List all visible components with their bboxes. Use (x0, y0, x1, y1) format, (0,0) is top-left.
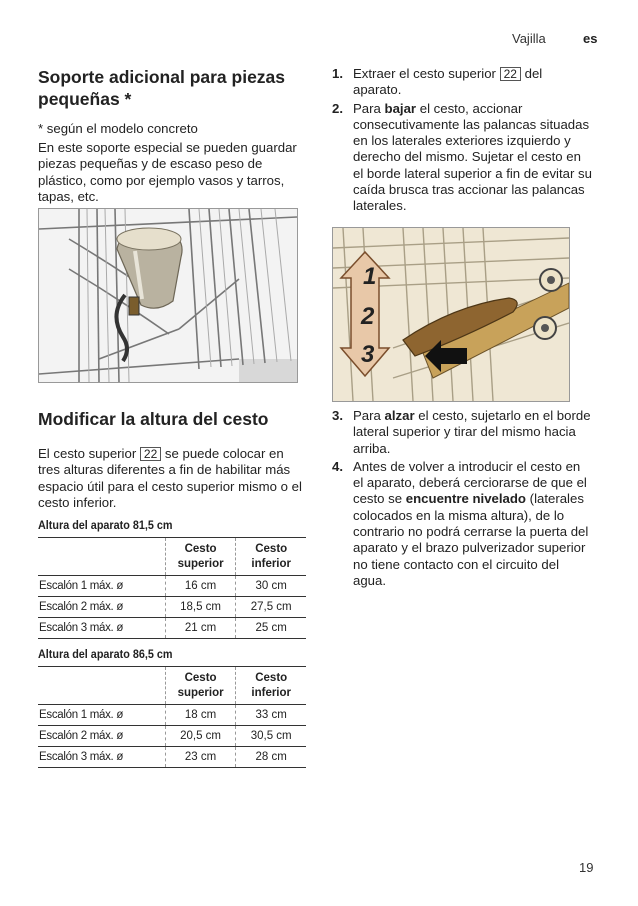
table1-row1-upper: 16 cm (165, 576, 236, 597)
figure-step-2: 2 (361, 303, 375, 330)
steps-list-top (332, 66, 594, 217)
table1-row2-upper: 18,5 cm (165, 597, 236, 618)
table1-row3-upper: 21 cm (165, 618, 236, 639)
table2-row1-label: Escalón 1 máx. ø (38, 705, 165, 726)
list-item (332, 459, 594, 589)
section-title-basket-height: Modificar la altura del cesto (38, 409, 269, 429)
step3-text-a: Para (353, 408, 381, 423)
step2-text-a: Para (353, 100, 381, 116)
figure-step-3: 3 (361, 341, 375, 368)
page-number: 19 (579, 860, 594, 875)
table1-row3-label: Escalón 3 máx. ø (38, 618, 165, 639)
step4-text-b: (laterales colocados en la misma altura), de lo contrario no podrá cerrarse la puerta del aparato y el brazo pulverizador superior no tiene contacto con el circuito del agua. (353, 491, 589, 588)
small-parts-description: En este soporte especial se pueden guardar piezas pequeñas y de escaso peso de plástico, como por ejemplo vasos y tarros, tapas, etc. (38, 140, 297, 204)
step1-text-b: del aparato. (353, 66, 543, 98)
steps-list-bottom (332, 408, 594, 591)
small-parts-rack-illustration (38, 208, 298, 383)
small-parts-rack-drawing (39, 209, 297, 382)
table1-row1-label: Escalón 1 máx. ø (38, 576, 165, 597)
table-row (38, 705, 306, 726)
step1-text-a: Extraer el cesto superior (353, 66, 496, 81)
basket-lever-illustration (332, 227, 570, 402)
running-header-section: Vajilla (512, 31, 546, 46)
section-title-small-parts-rack: Soporte adicional para piezas pequeñas * (38, 67, 286, 109)
table2-row1-lower: 33 cm (236, 705, 306, 726)
basket-height-description (38, 446, 306, 511)
step4-bold-level: encuentre nivelado (405, 491, 526, 507)
step2-text-b: el cesto, accionar consecutivamente las palancas situadas en los laterales exteriores izquierdo y derecho del mismo. Sujetar el cesto en el borde lateral superior a fin de evitar su caída brusca tras accionar las palancas laterales. (353, 100, 592, 214)
list-item (332, 408, 594, 457)
table1-title: Altura del aparato 81,5 cm (38, 518, 173, 532)
table2-row2-lower: 30,5 cm (236, 726, 306, 747)
table-row (38, 747, 306, 768)
height-table-81-5 (38, 537, 306, 639)
table2-header-upper: Cesto superior (165, 667, 236, 705)
table-row (38, 726, 306, 747)
table1-row2-label: Escalón 2 máx. ø (38, 597, 165, 618)
table1-row3-lower: 25 cm (236, 618, 306, 639)
step-number: 2. (332, 100, 343, 116)
step-number: 1. (332, 66, 343, 81)
basket-height-text-b: se puede colocar en tres alturas diferentes a fin de habilitar más espacio útil para el cesto superior mismo o el cesto inferior. (38, 446, 302, 510)
table1-header-empty (38, 538, 165, 576)
table2-header-lower: Cesto inferior (236, 667, 306, 705)
table2-header-empty (38, 667, 165, 705)
step4-text-a: Antes de volver a introducir el cesto en el aparato, deberá cerciorarse de que el cesto se (353, 458, 587, 507)
table-row (38, 597, 306, 618)
basket-lever-drawing (333, 228, 569, 401)
table2-row3-label: Escalón 3 máx. ø (38, 747, 165, 768)
height-table-86-5 (38, 666, 306, 768)
step3-bold-raise: alzar (384, 408, 415, 423)
table1-header-lower: Cesto inferior (236, 538, 306, 576)
list-item (332, 66, 594, 99)
table-row (38, 618, 306, 639)
running-header-language: es (583, 31, 598, 46)
basket-height-text-a: El cesto superior (38, 446, 137, 461)
part-ref-22: 22 (140, 447, 161, 461)
table2-title: Altura del aparato 86,5 cm (38, 647, 173, 661)
table1-row1-lower: 30 cm (236, 576, 306, 597)
model-note: * según el modelo concreto (38, 121, 198, 136)
list-item (332, 101, 594, 215)
table2-row1-upper: 18 cm (165, 705, 236, 726)
table2-row2-upper: 20,5 cm (165, 726, 236, 747)
table2-row3-upper: 23 cm (165, 747, 236, 768)
step2-bold-lower: bajar (384, 100, 417, 116)
table1-row2-lower: 27,5 cm (236, 597, 306, 618)
table1-header-upper: Cesto superior (165, 538, 236, 576)
part-ref-22: 22 (500, 67, 521, 81)
table2-row3-lower: 28 cm (236, 747, 306, 768)
table2-row2-label: Escalón 2 máx. ø (38, 726, 165, 747)
step3-text-b: el cesto, sujetarlo en el borde lateral superior y tirar del mismo hacia arriba. (353, 408, 591, 456)
table-row (38, 576, 306, 597)
step-number: 4. (332, 458, 343, 474)
step-number: 3. (332, 408, 343, 423)
figure-step-1: 1 (363, 263, 377, 290)
